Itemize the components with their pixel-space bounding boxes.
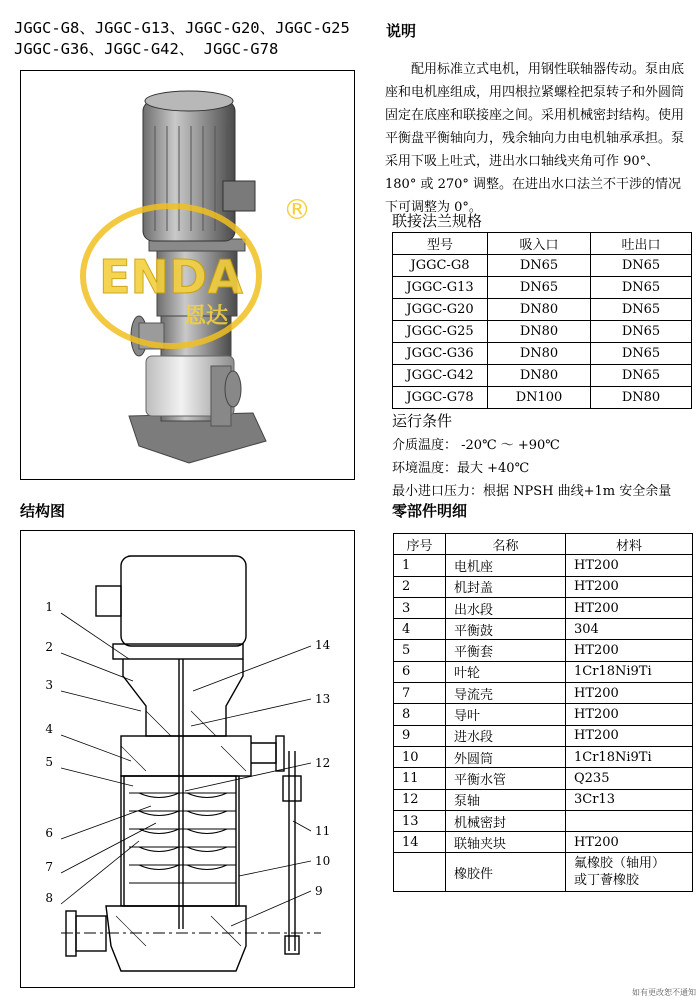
parts-cell-material: Q235 xyxy=(566,768,693,789)
parts-cell-name: 导流壳 xyxy=(446,683,566,704)
parts-cell-material: HT200 xyxy=(566,832,693,853)
parts-cell-index: 9 xyxy=(394,725,446,746)
structure-heading: 结构图 xyxy=(20,502,66,520)
parts-cell-material: HT200 xyxy=(566,640,693,661)
parts-last-material-2: 或丁薈橡胶 xyxy=(574,873,640,889)
flange-table xyxy=(392,232,692,409)
flange-cell-model: JGGC-G25 xyxy=(393,321,488,343)
parts-row xyxy=(394,576,693,597)
flange-cell-outlet: DN65 xyxy=(591,321,692,343)
flange-cell-outlet: DN65 xyxy=(591,277,692,299)
parts-cell-index: 11 xyxy=(394,768,446,789)
operation-heading: 运行条件 xyxy=(392,412,453,430)
description-paragraph: 配用标准立式电机，用钢性联轴器传动。泵由底座和电机座组成，用四根拉紧螺栓把泵转子和外圆筒固定在底座和联接座之间。采用机械密封结构。使用平衡盘平衡轴向力，残余轴向力由电机轴承承担。泵采用下吸上吐式，进出水口轴线夹角可作 90°、180° 或 270° 调整。在进出水口法兰不干涉的情况下可调整为 0°。 xyxy=(385,62,685,215)
parts-cell-name: 外圆筒 xyxy=(446,746,566,767)
flange-cell-inlet: DN65 xyxy=(488,255,591,277)
parts-row xyxy=(394,768,693,789)
callout-3: 3 xyxy=(45,678,53,692)
watermark-logo-text: ENDA xyxy=(99,250,243,304)
parts-cell-name: 联轴夹块 xyxy=(446,832,566,853)
parts-cell-index: 8 xyxy=(394,704,446,725)
flange-cell-model: JGGC-G13 xyxy=(393,277,488,299)
flange-cell-inlet: DN80 xyxy=(488,321,591,343)
flange-cell-outlet: DN65 xyxy=(591,299,692,321)
footer-note: 如有更改恕不通知 xyxy=(632,988,696,997)
callout-5: 5 xyxy=(45,755,53,769)
flange-header-model: 型号 xyxy=(393,233,488,255)
flange-row xyxy=(393,365,692,387)
parts-cell-name: 出水段 xyxy=(446,597,566,618)
parts-last-material-1: 氟橡胶（轴用） xyxy=(574,856,666,872)
callout-1: 1 xyxy=(45,600,53,614)
flange-cell-inlet: DN80 xyxy=(488,299,591,321)
flange-cell-model: JGGC-G20 xyxy=(393,299,488,321)
parts-cell-material: 3Cr13 xyxy=(566,789,693,810)
parts-last-name: 橡胶件 xyxy=(446,853,566,892)
parts-cell-material: 304 xyxy=(566,619,693,640)
flange-cell-model: JGGC-G8 xyxy=(393,255,488,277)
parts-cell-name: 电机座 xyxy=(446,555,566,576)
parts-cell-material: HT200 xyxy=(566,597,693,618)
parts-cell-name: 平衡水管 xyxy=(446,768,566,789)
callout-10: 10 xyxy=(315,854,331,868)
parts-cell-index: 4 xyxy=(394,619,446,640)
parts-cell-name: 平衡套 xyxy=(446,640,566,661)
parts-cell-index: 6 xyxy=(394,661,446,682)
parts-heading: 零部件明细 xyxy=(392,502,468,520)
flange-cell-inlet: DN80 xyxy=(488,365,591,387)
parts-last-material xyxy=(566,853,693,892)
flange-cell-model: JGGC-G36 xyxy=(393,343,488,365)
pump-illustration xyxy=(21,71,356,481)
cross-section-diagram xyxy=(21,531,355,988)
callout-11: 11 xyxy=(315,824,331,838)
flange-cell-outlet: DN80 xyxy=(591,387,692,409)
parts-cell-material xyxy=(566,810,693,831)
callout-6: 6 xyxy=(45,826,53,840)
flange-row xyxy=(393,387,692,409)
parts-cell-name: 叶轮 xyxy=(446,661,566,682)
ambient-temperature: 环境温度：最大 +40℃ xyxy=(392,461,530,476)
callout-14: 14 xyxy=(315,638,331,652)
parts-cell-name: 进水段 xyxy=(446,725,566,746)
description-text xyxy=(385,58,690,219)
parts-row xyxy=(394,683,693,704)
callout-4: 4 xyxy=(45,722,53,736)
callout-9: 9 xyxy=(315,884,323,898)
flange-row xyxy=(393,321,692,343)
parts-cell-material: 1Cr18Ni9Ti xyxy=(566,746,693,767)
flange-cell-inlet: DN65 xyxy=(488,277,591,299)
parts-header-name: 名称 xyxy=(446,534,566,555)
min-inlet-pressure: 最小进口压力：根据 NPSH 曲线+1m 安全余量 xyxy=(392,484,672,499)
flange-header-inlet: 吸入口 xyxy=(488,233,591,255)
parts-cell-index: 2 xyxy=(394,576,446,597)
parts-header-index: 序号 xyxy=(394,534,446,555)
parts-row xyxy=(394,746,693,767)
parts-cell-index: 7 xyxy=(394,683,446,704)
parts-cell-material: HT200 xyxy=(566,683,693,704)
parts-cell-material: HT200 xyxy=(566,725,693,746)
flange-cell-outlet: DN65 xyxy=(591,365,692,387)
flange-heading: 联接法兰规格 xyxy=(392,212,483,230)
parts-row xyxy=(394,597,693,618)
parts-last-index xyxy=(394,853,446,892)
flange-cell-model: JGGC-G78 xyxy=(393,387,488,409)
structure-drawing xyxy=(20,530,355,988)
flange-cell-inlet: DN80 xyxy=(488,343,591,365)
callout-13: 13 xyxy=(315,692,331,706)
flange-cell-inlet: DN100 xyxy=(488,387,591,409)
parts-row xyxy=(394,725,693,746)
parts-cell-index: 14 xyxy=(394,832,446,853)
parts-cell-index: 12 xyxy=(394,789,446,810)
parts-cell-name: 导叶 xyxy=(446,704,566,725)
flange-row xyxy=(393,277,692,299)
parts-cell-index: 10 xyxy=(394,746,446,767)
flange-header-outlet: 吐出口 xyxy=(591,233,692,255)
flange-cell-model: JGGC-G42 xyxy=(393,365,488,387)
flange-row xyxy=(393,343,692,365)
registered-mark: ® xyxy=(283,193,311,226)
media-temperature: 介质温度： -20℃ ～ +90℃ xyxy=(392,438,560,453)
flange-row xyxy=(393,299,692,321)
watermark-cn-text: 恩达 xyxy=(183,304,229,329)
parts-row xyxy=(394,810,693,831)
parts-cell-index: 3 xyxy=(394,597,446,618)
operation-conditions xyxy=(392,434,671,503)
parts-cell-material: HT200 xyxy=(566,704,693,725)
parts-cell-material: HT200 xyxy=(566,576,693,597)
parts-row xyxy=(394,832,693,853)
parts-cell-material: 1Cr18Ni9Ti xyxy=(566,661,693,682)
description-heading: 说明 xyxy=(386,22,417,40)
parts-row xyxy=(394,661,693,682)
parts-table xyxy=(393,533,693,892)
model-list xyxy=(14,18,350,60)
product-photo xyxy=(20,70,355,480)
parts-cell-material: HT200 xyxy=(566,555,693,576)
callout-2: 2 xyxy=(45,640,53,654)
parts-row xyxy=(394,704,693,725)
flange-cell-outlet: DN65 xyxy=(591,343,692,365)
parts-cell-name: 机封盖 xyxy=(446,576,566,597)
callout-8: 8 xyxy=(45,891,53,905)
parts-cell-index: 13 xyxy=(394,810,446,831)
parts-cell-index: 1 xyxy=(394,555,446,576)
flange-cell-outlet: DN65 xyxy=(591,255,692,277)
parts-row xyxy=(394,555,693,576)
callout-7: 7 xyxy=(45,860,53,874)
flange-row xyxy=(393,255,692,277)
parts-row xyxy=(394,640,693,661)
parts-header-material: 材料 xyxy=(566,534,693,555)
model-list-line2: JGGC-G36、JGGC-G42、 JGGC-G78 xyxy=(14,40,279,58)
parts-row xyxy=(394,619,693,640)
parts-cell-name: 平衡鼓 xyxy=(446,619,566,640)
parts-row xyxy=(394,789,693,810)
parts-cell-name: 机械密封 xyxy=(446,810,566,831)
parts-cell-index: 5 xyxy=(394,640,446,661)
parts-cell-name: 泵轴 xyxy=(446,789,566,810)
callout-12: 12 xyxy=(315,756,331,770)
model-list-line1: JGGC-G8、JGGC-G13、JGGC-G20、JGGC-G25 xyxy=(14,19,350,37)
